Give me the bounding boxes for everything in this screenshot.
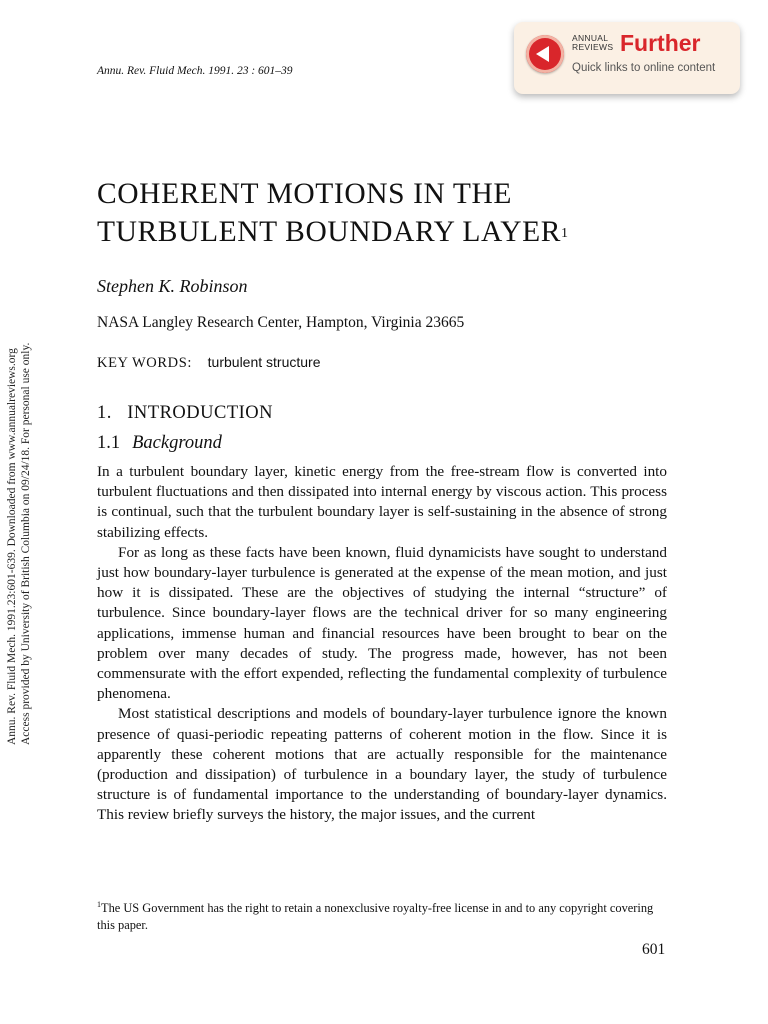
download-access-notice <box>5 265 33 745</box>
subsection-title: Background <box>132 433 222 453</box>
play-back-icon[interactable] <box>526 35 564 73</box>
title-line-1: COHERENT MOTIONS IN THE <box>97 178 513 210</box>
further-subtitle[interactable]: Quick links to online content <box>572 62 716 74</box>
footnote <box>97 896 671 934</box>
further-wordmark: Further <box>620 30 701 56</box>
author-name: Stephen K. Robinson <box>97 276 248 296</box>
paragraph: For as long as these facts have been known, fluid dynamicists have sought to understand just how boundary-layer turbulence is generated at the expense of the mean motion, and just how it is dissipated. These are the objectives of studying the internal “structure” of turbulence. Since boundary-layer flows are the technical driver for so many engineering applications, immense human and financial resources have been brought to bear on the problem over many decades of study. The progress made, however, has not been commensurate with the effort expended, reflecting the fundamental complexity of turbulence phenomena. <box>97 543 667 703</box>
title-footnote-mark[interactable]: 1 <box>561 226 569 241</box>
further-quick-links-badge[interactable] <box>514 22 740 94</box>
body-text <box>97 462 667 826</box>
article-title <box>97 175 569 251</box>
access-notice-line: Access provided by University of British Columbia on 09/24/18. For personal use only. <box>20 342 32 745</box>
footnote-mark: 1 <box>97 900 101 909</box>
keywords-value: turbulent structure <box>207 354 321 370</box>
author-affiliation: NASA Langley Research Center, Hampton, Virginia 23665 <box>97 314 465 331</box>
footnote-text: The US Government has the right to retain a nonexclusive royalty-free license in and to any copyright covering this paper. <box>97 901 654 933</box>
page-number: 601 <box>642 941 666 958</box>
download-notice-line: Annu. Rev. Fluid Mech. 1991.23:601-639. Downloaded from www.annualreviews.org <box>6 348 18 745</box>
section-heading: 1. INTRODUCTION <box>97 403 274 423</box>
subsection-number: 1.1 <box>97 433 121 453</box>
subsection-heading <box>97 433 222 454</box>
paragraph: Most statistical descriptions and models of boundary-layer turbulence ignore the known presence of quasi-periodic repeating patterns of coherent motion in the flow. Since it is apparently these coherent motions that are actually responsible for the maintenance (production and dissipation) of turbulence in a boundary layer, the study of turbulence structure is of fundamental importance to the understanding of boundary-layer dynamics. This review briefly surveys the history, the major issues, and the current <box>97 705 667 824</box>
paragraph: In a turbulent boundary layer, kinetic energy from the free-stream flow is converted into turbulent fluctuations and then dissipated into internal energy by viscous action. This process is continual, such that the turbulent boundary layer is self-sustaining in the absence of strong stabilizing effects. <box>97 463 667 541</box>
annual-reviews-wordmark: ANNUAL REVIEWS <box>572 33 614 52</box>
keywords-label: KEY WORDS: <box>97 355 193 371</box>
title-line-2: TURBULENT BOUNDARY LAYER$^1$ <box>97 216 569 248</box>
keywords-line <box>97 354 321 372</box>
running-header-citation: Annu. Rev. Fluid Mech. 1991. 23 : 601–39 <box>97 65 293 77</box>
